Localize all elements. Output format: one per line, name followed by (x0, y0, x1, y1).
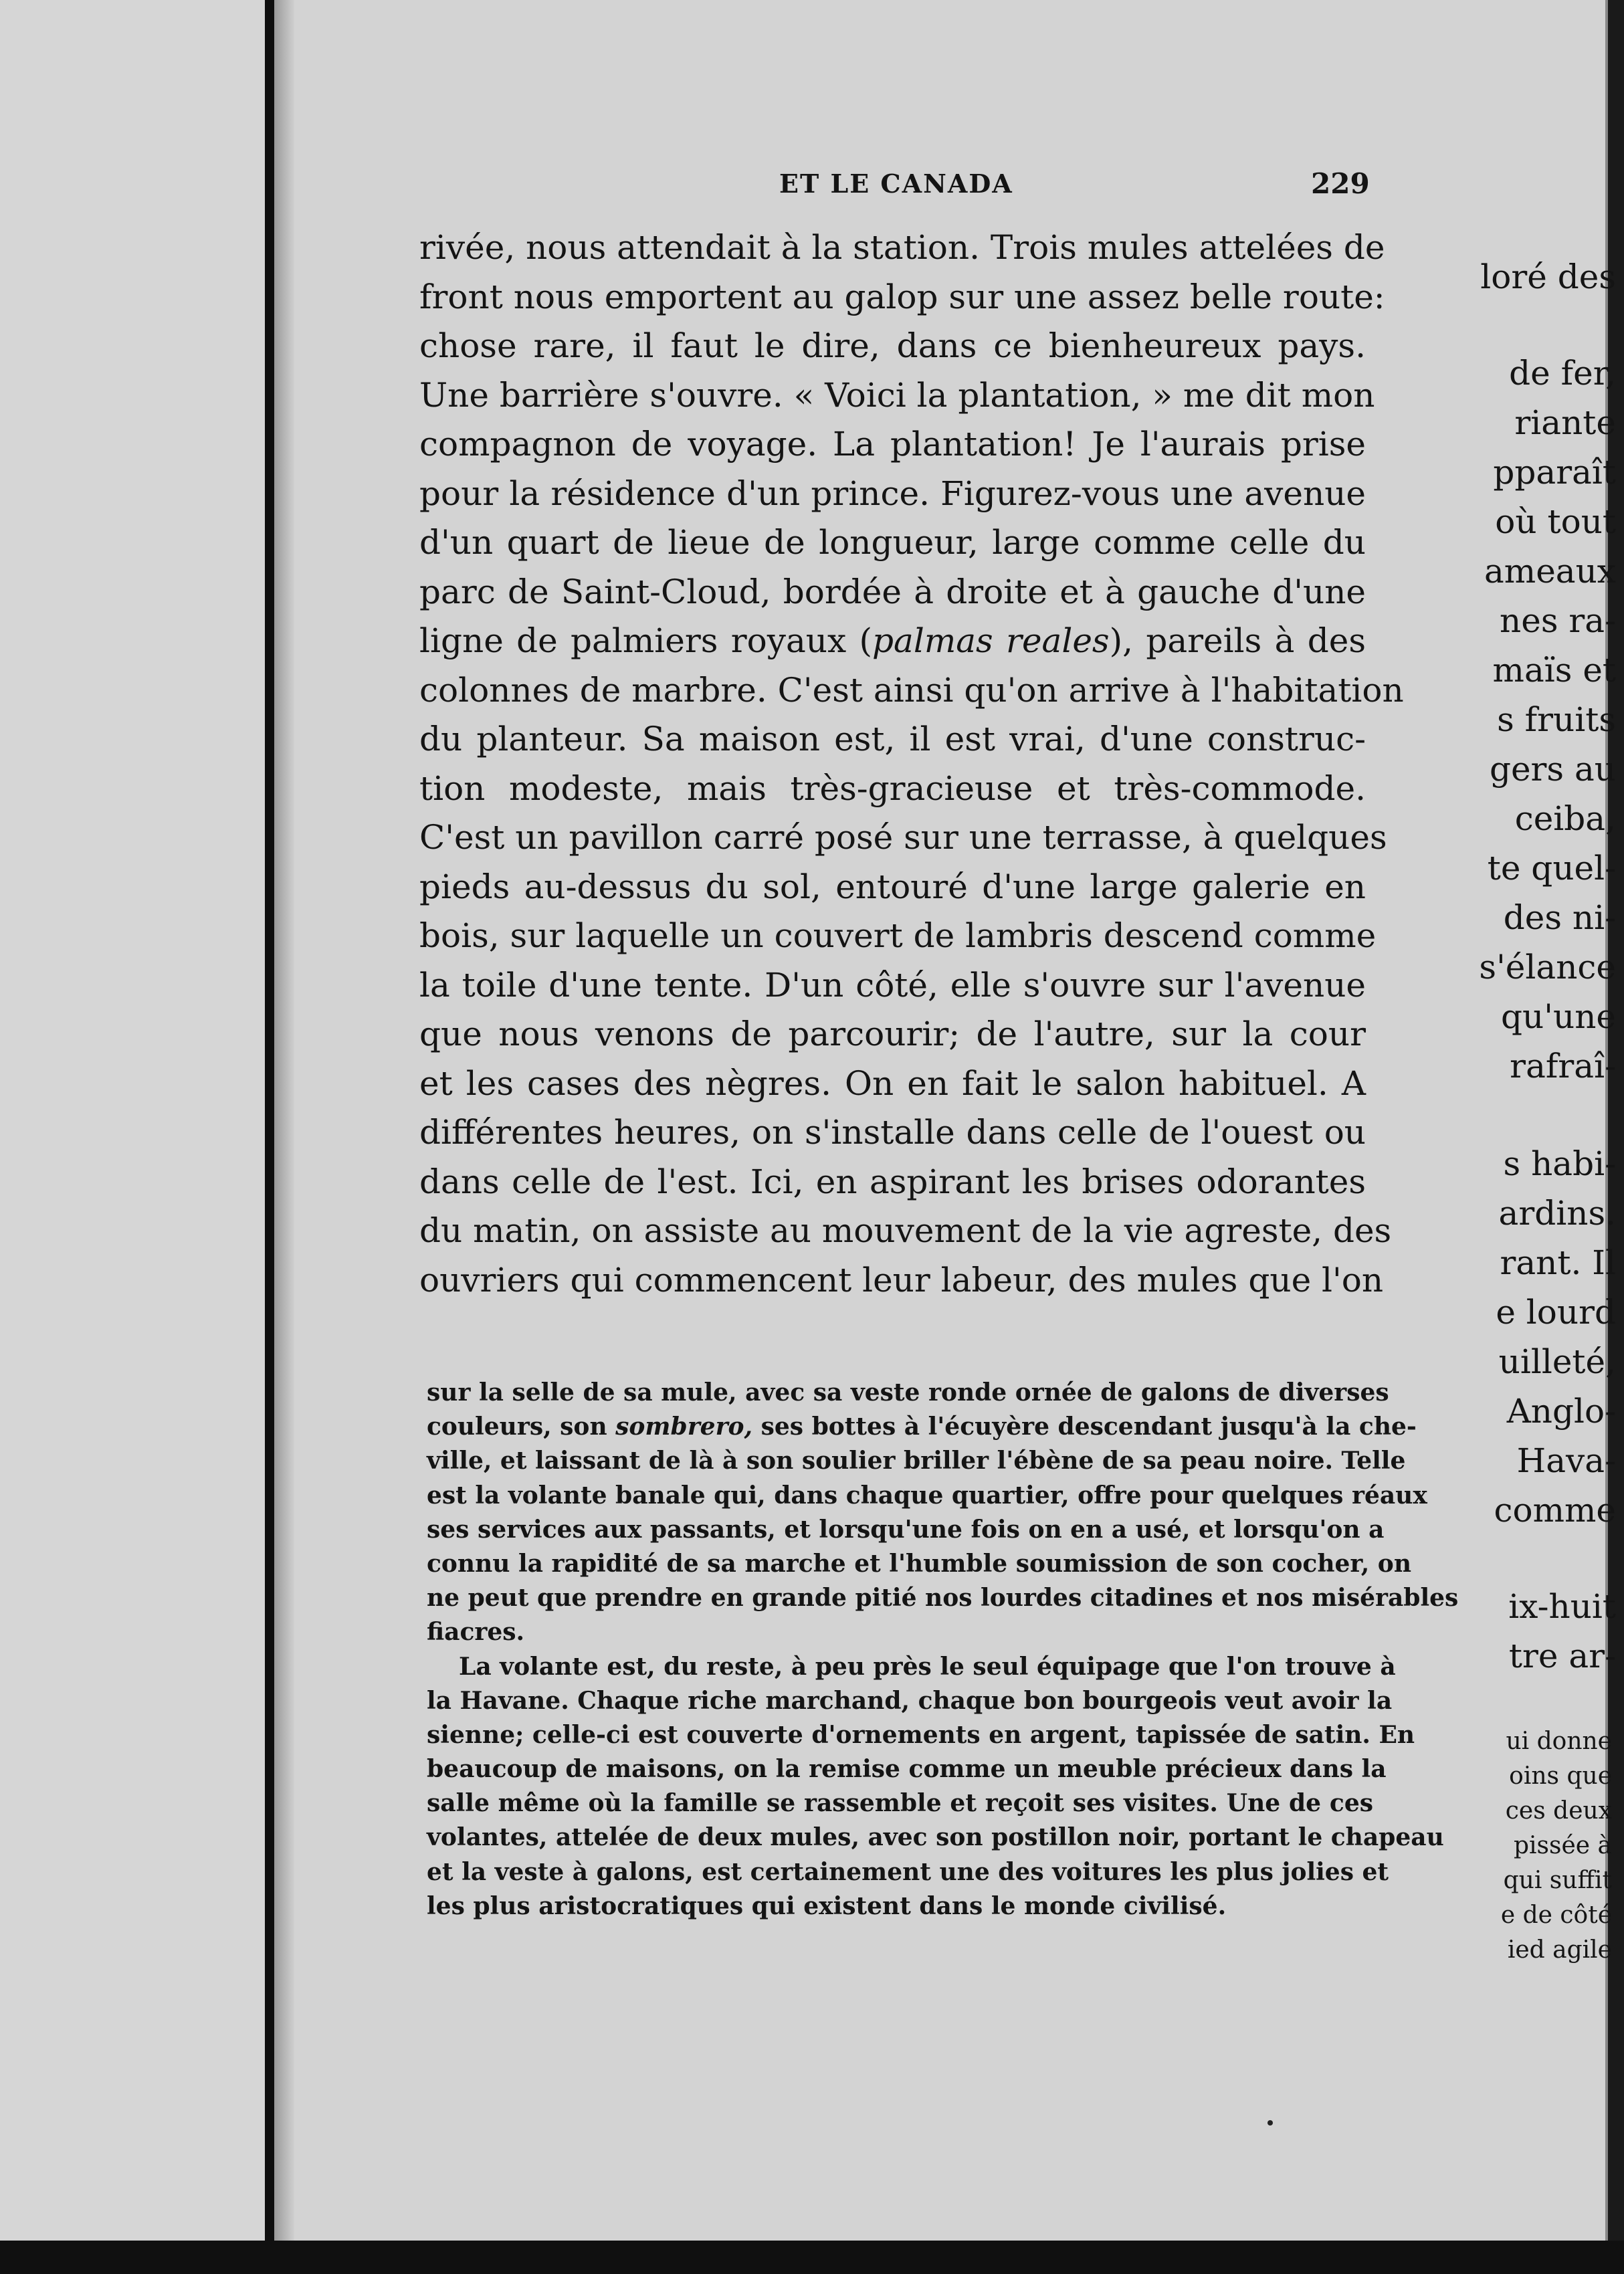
left-page-fragment (0, 0, 268, 2274)
footnote-line: ses services aux passants, et lorsqu'une fois on en a usé, et lorsqu'on a (427, 1515, 1385, 1544)
footnote-line: la Havane. Chaque riche marchand, chaque bon bourgeois veut avoir la (427, 1686, 1393, 1715)
body-line: la toile d'une tente. D'un côté, elle s'ouvre sur l'avenue (419, 965, 1366, 1005)
left-page-line: tre ar- (1508, 1637, 1616, 1675)
left-page-line: ix-huit (1508, 1587, 1616, 1626)
left-page-line: nes ra- (1500, 601, 1616, 640)
body-line: C'est un pavillon carré posé sur une terrasse, à quelques (419, 818, 1387, 857)
footnote-line: volantes, attelée de deux mules, avec son postillon noir, portant le chapeau (427, 1823, 1444, 1852)
left-page-note-line: qui suffit (1503, 1867, 1612, 1894)
left-page-note-line: ui donne (1506, 1728, 1612, 1755)
body-line: du planteur. Sa maison est, il est vrai, d'une construc- (419, 720, 1366, 758)
page-number: 229 (1311, 167, 1370, 200)
body-line: ouvriers qui commencent leur labeur, des mules que l'on (419, 1260, 1384, 1300)
footnote-line: est la volante banale qui, dans chaque quartier, offre pour quelques réaux (427, 1481, 1427, 1510)
left-page-line: te quel- (1487, 849, 1616, 888)
left-page-note-line: ied agile (1507, 1936, 1612, 1964)
italic-phrase: palmas reales (872, 621, 1110, 660)
left-page-line: qu'une (1501, 997, 1616, 1036)
body-line: front nous emportent au galop sur une assez belle route: (419, 277, 1385, 316)
body-text (419, 223, 1404, 1305)
left-page-line: s fruits (1497, 700, 1616, 739)
running-head: ET LE CANADA (779, 169, 1013, 199)
footnote-line: connu la rapidité de sa marche et l'humble soumission de son cocher, on (427, 1549, 1411, 1578)
left-page-line: comme (1494, 1491, 1616, 1530)
body-line: dans celle de l'est. Ici, en aspirant les brises odorantes (419, 1162, 1366, 1201)
footnote-line: et la veste à galons, est certainement une des voitures les plus jolies et (427, 1857, 1389, 1886)
footnote-line: sur la selle de sa mule, avec sa veste ronde ornée de galons de diverses (427, 1378, 1389, 1407)
body-line: Une barrière s'ouvre. « Voici la plantation, » me dit mon (419, 375, 1375, 415)
left-page-line: s'élance (1479, 948, 1616, 987)
body-line: pieds au-dessus du sol, entouré d'une large galerie en (419, 867, 1366, 906)
ink-speck (1267, 2120, 1273, 2126)
left-page-line: de fer, (1509, 354, 1616, 393)
footnote-line: les plus aristocratiques qui existent dans le monde civilisé. (427, 1891, 1227, 1920)
left-page-line: Hava- (1516, 1441, 1616, 1480)
left-page-line: rafraî- (1510, 1047, 1616, 1086)
body-line: parc de Saint-Cloud, bordée à droite et à gauche d'une (419, 572, 1366, 611)
left-page-line: ardins. (1498, 1194, 1616, 1233)
body-line: chose rare, il faut le dire, dans ce bienheureux pays. (419, 326, 1366, 365)
left-page-note-line: pissée à (1513, 1832, 1612, 1859)
footnote-line: fiacres. (427, 1618, 525, 1647)
left-page-note-line: oins que (1509, 1762, 1612, 1790)
footnote-line: ne peut que prendre en grande pitié nos lourdes citadines et nos misérables (427, 1584, 1459, 1613)
left-page-line: rant. Il (1500, 1243, 1616, 1282)
left-page-line: ceiba, (1514, 799, 1616, 838)
left-page-line: où tout (1495, 502, 1616, 541)
footnote-line: salle même où la famille se rassemble et reçoit ses visites. Une de ces (427, 1789, 1373, 1818)
left-page-line: maïs et (1492, 651, 1616, 690)
left-page-line: des ni- (1503, 898, 1616, 937)
footnote-line: sienne; celle-ci est couverte d'ornements en argent, tapissée de satin. En (427, 1720, 1415, 1749)
body-line: rivée, nous attendait à la station. Trois mules attelées de (419, 228, 1385, 267)
footnote-line: couleurs, son sombrero, ses bottes à l'écuyère descendant jusqu'à la che- (427, 1413, 1417, 1441)
left-page-line: pparaît (1493, 453, 1616, 492)
italic-phrase: sombrero, (615, 1413, 753, 1441)
footnote-line: ville, et laissant de là à son soulier briller l'ébène de sa peau noire. Telle (427, 1447, 1406, 1475)
body-line: colonnes de marbre. C'est ainsi qu'on arrive à l'habitation (419, 670, 1404, 710)
book-binding (265, 0, 274, 2274)
footnote-line: beaucoup de maisons, on la remise comme un meuble précieux dans la (427, 1755, 1387, 1784)
scan-border (0, 2241, 1624, 2274)
left-page-line: ameaux (1484, 552, 1616, 591)
body-line: d'un quart de lieue de longueur, large comme celle du (419, 523, 1366, 562)
body-line: différentes heures, on s'installe dans celle de l'ouest ou (419, 1113, 1366, 1152)
left-page-line: e lourd (1496, 1293, 1616, 1332)
gutter-shadow (274, 0, 294, 2274)
body-line: compagnon de voyage. La plantation! Je l'aurais prise (419, 425, 1366, 463)
body-line: pour la résidence d'un prince. Figurez-vous une avenue (419, 474, 1366, 513)
left-page-line: riante (1514, 403, 1616, 442)
left-page-line: s habi- (1503, 1144, 1616, 1183)
footnote-text (427, 1376, 1459, 1924)
body-line: et les cases des nègres. On en fait le salon habituel. A (419, 1063, 1366, 1103)
body-line: ligne de palmiers royaux (palmas reales), pareils à des (419, 621, 1366, 660)
left-page-note-line: ces deux (1505, 1797, 1612, 1825)
left-page-line: Anglo- (1506, 1392, 1616, 1431)
footnote-line: La volante est, du reste, à peu près le seul équipage que l'on trouve à (459, 1652, 1396, 1681)
left-page-line: uilleté, (1498, 1342, 1616, 1381)
body-line: que nous venons de parcourir; de l'autre, sur la cour (419, 1015, 1366, 1053)
body-line: tion modeste, mais très-gracieuse et très-commode. (419, 768, 1366, 808)
left-page-note-line: e de côté (1500, 1901, 1612, 1929)
body-line: du matin, on assiste au mouvement de la vie agreste, des (419, 1211, 1392, 1250)
left-page-line: loré des (1480, 257, 1616, 296)
left-page-line: gers au (1489, 750, 1616, 789)
body-line: bois, sur laquelle un couvert de lambris descend comme (419, 916, 1377, 955)
